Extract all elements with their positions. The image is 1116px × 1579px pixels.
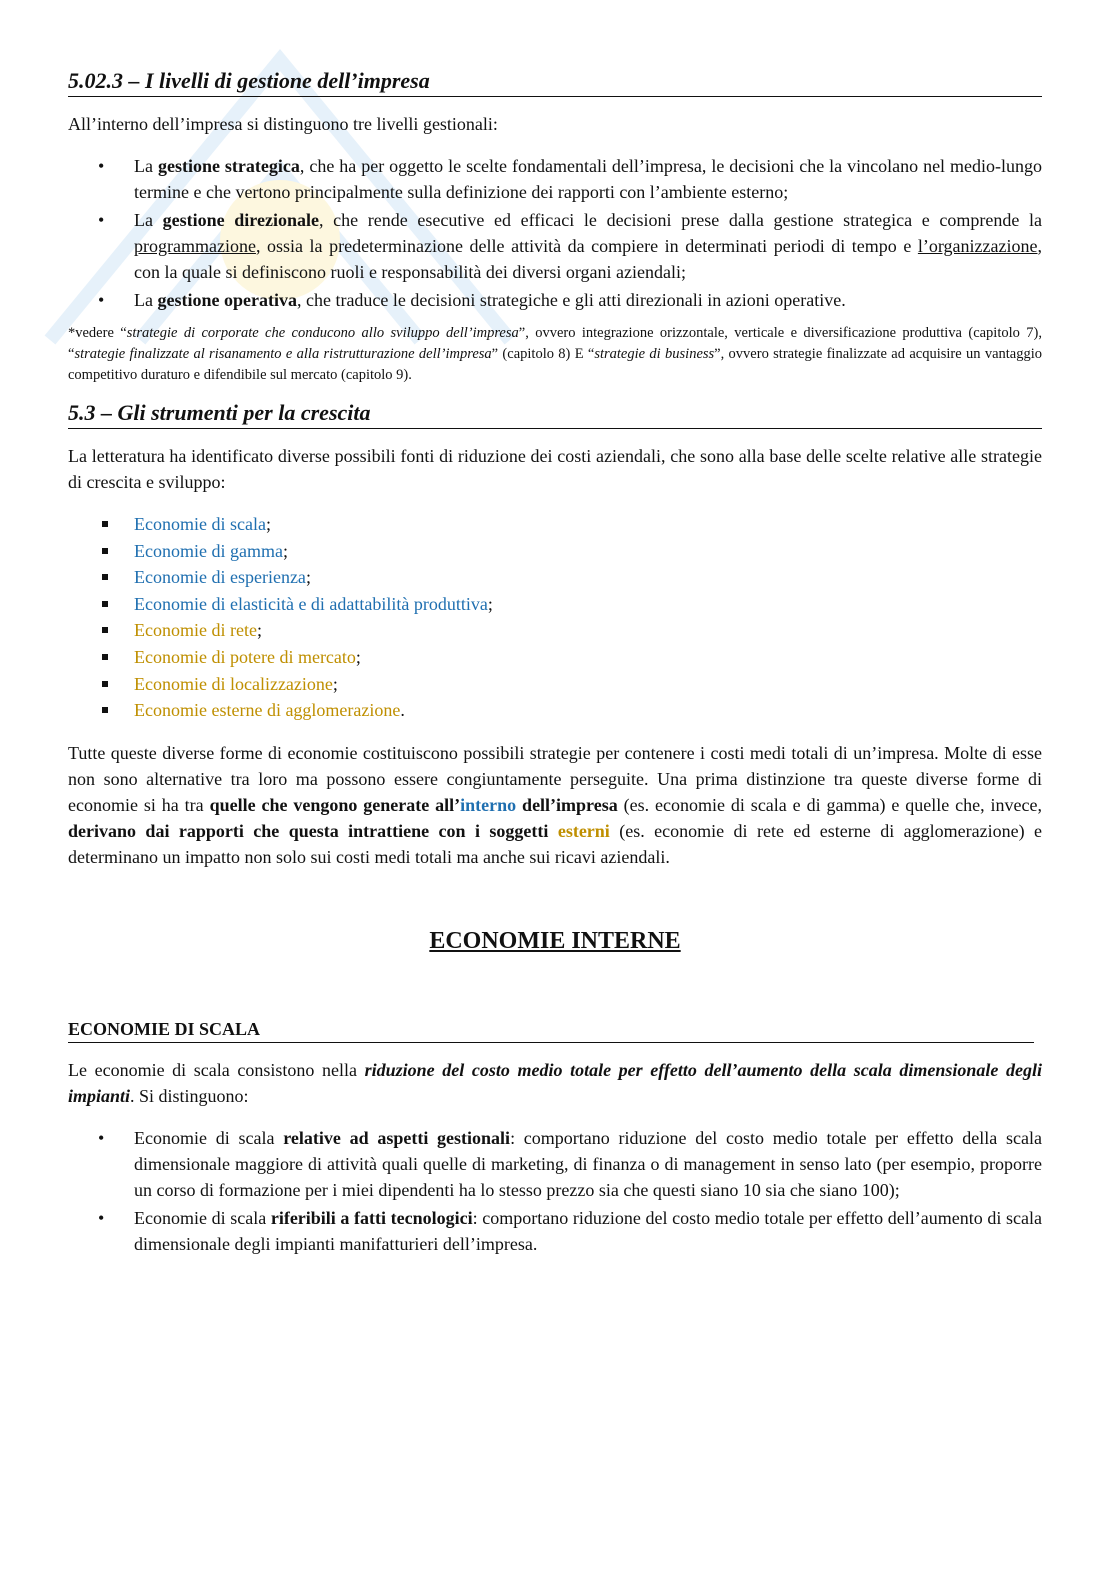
list-item: Economie di gamma;	[68, 538, 1042, 565]
list-item: • La gestione direzionale, che rende esecutive ed efficaci le decisioni prese dalla gestione strategica e comprende la programmazione, ossia la predeterminazione delle attività da compiere in determinati periodi di tempo e l’organizzazione, con la quale si definiscono ruoli e responsabilità dei diversi organi aziendali;	[68, 207, 1042, 285]
list-item: Economie di rete;	[68, 617, 1042, 644]
economie-interne-heading: ECONOMIE INTERNE	[429, 927, 681, 954]
intro-paragraph: La letteratura ha identificato diverse possibili fonti di riduzione dei costi aziendali, che sono alla base delle scelte relative alle strategie di crescita e sviluppo:	[68, 446, 1042, 492]
scale-types-list	[68, 1125, 1042, 1257]
section-title-text: 5.02.3 – I livelli di gestione dell’impresa	[68, 68, 430, 93]
list-item: Economie di scala;	[68, 511, 1042, 538]
document-page	[68, 66, 1042, 1257]
section-title-text: 5.3 – Gli strumenti per la crescita	[68, 400, 371, 425]
intro-paragraph: All’interno dell’impresa si distinguono tre livelli gestionali:	[68, 114, 498, 134]
list-item: • La gestione operativa, che traduce le decisioni strategiche e gli atti direzionali in azioni operative.	[68, 287, 1042, 313]
footnote: *vedere “strategie di corporate che conducono allo sviluppo dell’impresa”, ovvero integrazione orizzontale, verticale e diversificazione produttiva (capitolo 7), “strategie finalizzate al risanamento e alla ristrutturazione dell’impresa” (capitolo 8) E “strategie di business”, ovvero strategie finalizzate ad acquisire un vantaggio competitivo duraturo e difendibile sul mercato (capitolo 9).	[68, 325, 1042, 383]
list-item: • La gestione strategica, che ha per oggetto le scelte fondamentali dell’impresa, le decisioni che la vincolano nel medio-lungo termine e che vertono principalmente sulla definizione dei rapporti con l’ambiente esterno;	[68, 153, 1042, 205]
section-title-5-02-3	[68, 66, 1042, 97]
organizzazione-link: l’organizzazione	[917, 236, 1038, 256]
list-item: Economie di elasticità e di adattabilità produttiva;	[68, 591, 1042, 618]
list-item: Economie di esperienza;	[68, 564, 1042, 591]
distinction-paragraph: Tutte queste diverse forme di economie costituiscono possibili strategie per contenere i costi medi totali di un’impresa. Molte di esse non sono alternative tra loro ma possono essere congiuntamente perseguite. Una prima distinzione tra queste diverse forme di economie si ha tra quelle che vengono generate all’interno dell’impresa (es. economie di scala e di gamma) e quelle che, invece, derivano dai rapporti che questa intrattiene con i soggetti esterni (es. economie di rete ed esterne di agglomerazione) e determinano un impatto non solo sui costi medi totali ma anche sui ricavi aziendali.	[68, 742, 1042, 867]
section-title-5-3	[68, 398, 1042, 429]
list-item: Economie di localizzazione;	[68, 671, 1042, 698]
programmazione-link: programmazione	[134, 236, 256, 256]
economie-di-scala-heading: ECONOMIE DI SCALA	[68, 1016, 1034, 1043]
list-item: Economie di potere di mercato;	[68, 644, 1042, 671]
scale-intro-paragraph: Le economie di scala consistono nella riduzione del costo medio totale per effetto dell’aumento della scala dimensionale degli impianti. Si distinguono:	[68, 1059, 1042, 1106]
list-item: Economie esterne di agglomerazione.	[68, 697, 1042, 724]
list-item: • Economie di scala riferibili a fatti tecnologici: comportano riduzione del costo medio totale per effetto dell’aumento di scala dimensionale degli impianti manifatturieri dell’impresa.	[68, 1205, 1042, 1257]
management-levels-list	[68, 153, 1042, 313]
economies-list	[68, 511, 1042, 724]
list-item: • Economie di scala relative ad aspetti gestionali: comportano riduzione del costo medio totale per effetto della scala dimensionale maggiore di attività quali quelle di marketing, di finanza o di management in senso lato (per esempio, proporre un corso di formazione per i miei dipendenti ha lo stesso prezzo sia che questi siano 10 sia che siano 100);	[68, 1125, 1042, 1203]
